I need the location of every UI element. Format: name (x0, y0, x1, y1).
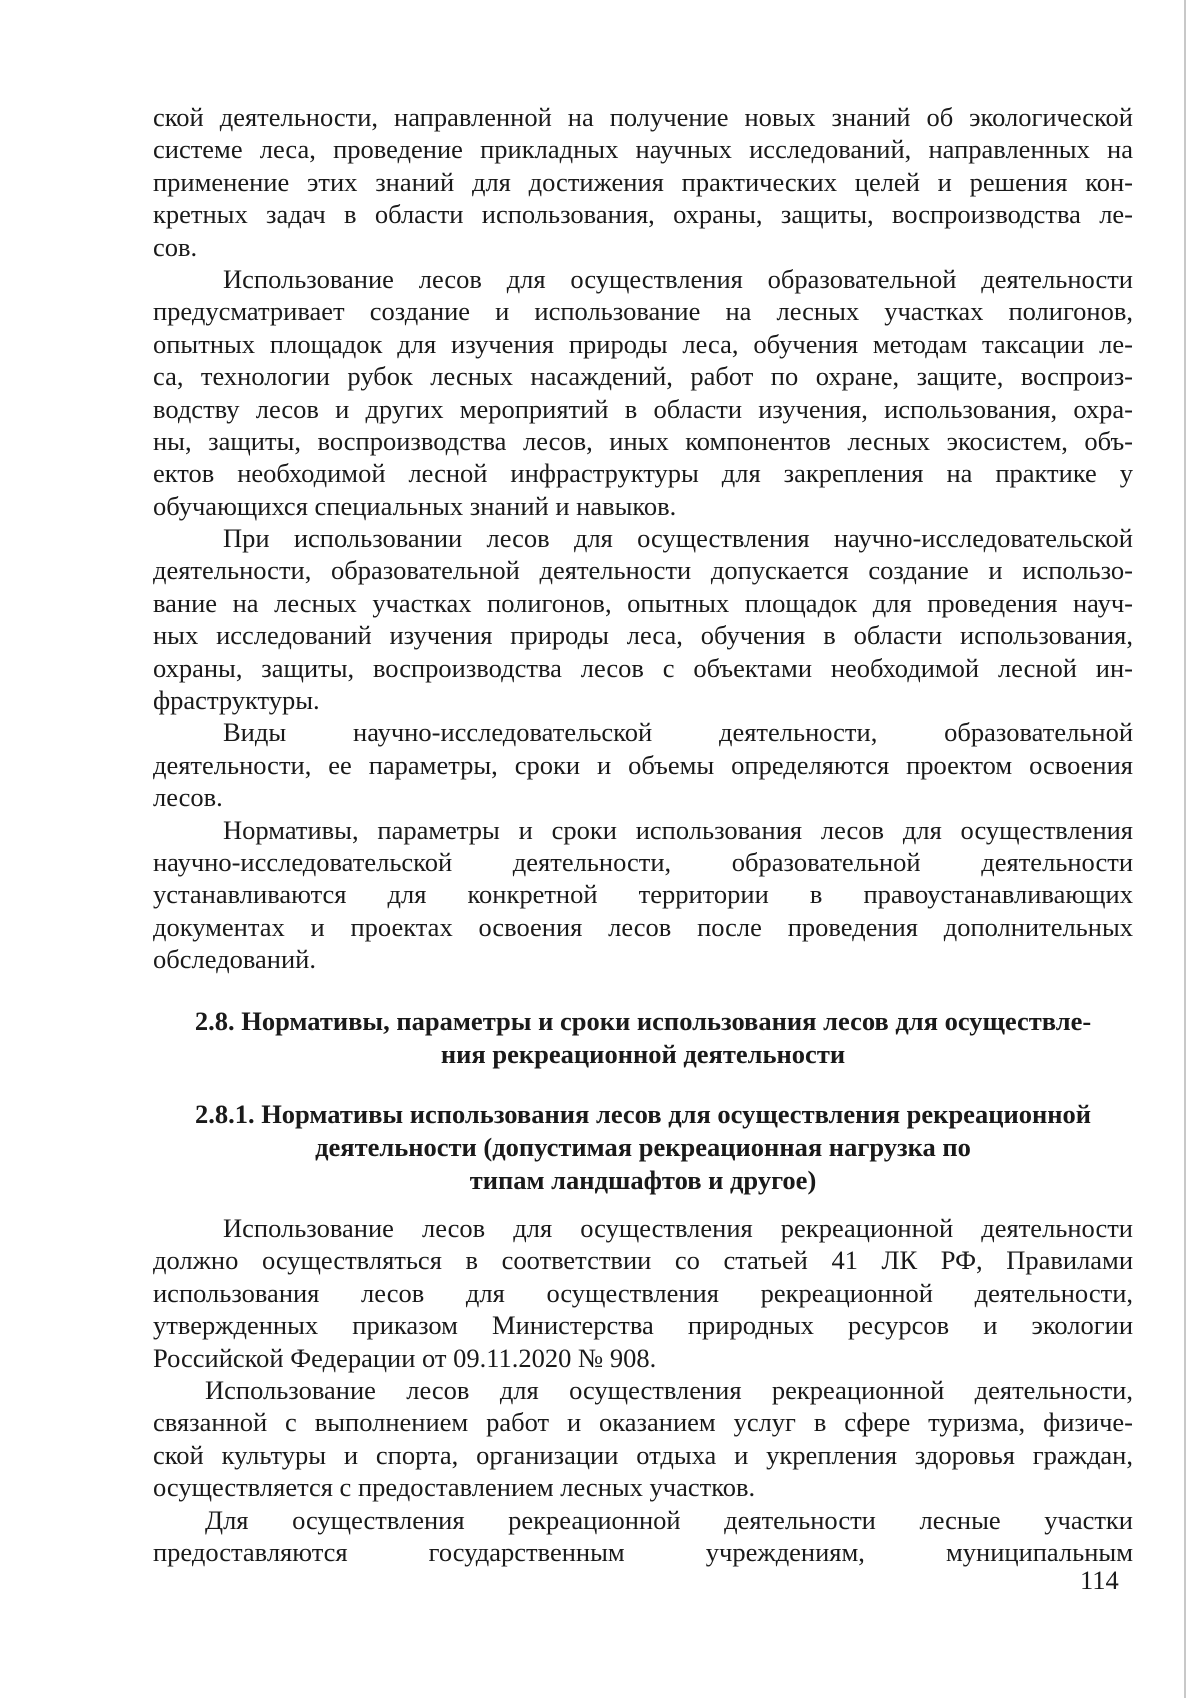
body-text-upper (153, 101, 1133, 976)
text-line: са, технологии рубок лесных насаждений, работ по охране, защите, воспроиз- (153, 361, 1133, 392)
heading-line: ния рекреационной деятельности (440, 1039, 846, 1069)
text-line: ской деятельности, направленной на получение новых знаний об экологической (153, 102, 1133, 132)
text-line: опытных площадок для изучения природы леса, обучения методам таксации ле- (153, 328, 1133, 359)
text-line: применение этих знаний для достижения практических целей и решения кон- (153, 166, 1133, 197)
text-line: устанавливаются для конкретной территории в правоустанавливающих (153, 879, 1133, 910)
text-line: Для осуществления рекреационной деятельности лесные участки (205, 1504, 1133, 1535)
text-line: утвержденных приказом Министерства природных ресурсов и экологии (153, 1310, 1133, 1341)
text-line: охраны, защиты, воспроизводства лесов с объектами необходимой лесной ин- (153, 652, 1133, 683)
body-text-lower (153, 1212, 1133, 1568)
text-line: фраструктуры. (153, 685, 320, 716)
heading-line: 2.8.1. Нормативы использования лесов для осуществления рекреационной (194, 1099, 1092, 1129)
text-line: ектов необходимой лесной инфраструктуры для закрепления на практике у (153, 458, 1133, 489)
text-line: водству лесов и других мероприятий в области изучения, использования, охра- (153, 393, 1133, 424)
text-line: Использование лесов для осуществления рекреационной деятельности, (205, 1374, 1133, 1405)
text-line: ны, защиты, воспроизводства лесов, иных компонентов лесных экосистем, объ- (153, 425, 1133, 456)
text-line: документах и проектах освоения лесов после проведения дополнительных (153, 911, 1133, 942)
text-line: научно-исследовательской деятельности, образовательной деятельности (153, 846, 1133, 877)
heading-line: типам ландшафтов и другое) (469, 1165, 817, 1195)
text-line: лесов. (153, 782, 223, 813)
text-line: кретных задач в области использования, охраны, защиты, воспроизводства ле- (153, 199, 1133, 230)
text-line: связанной с выполнением работ и оказанием услуг в сфере туризма, физиче- (153, 1407, 1133, 1438)
text-line: деятельности, ее параметры, сроки и объемы определяются проектом освоения (153, 749, 1133, 780)
text-line: Использование лесов для осуществления образовательной деятельности (223, 263, 1133, 294)
text-line: При использовании лесов для осуществления научно-исследовательской (223, 523, 1133, 554)
text-line: предоставляются государственным учреждениям, муниципальным (153, 1536, 1133, 1567)
text-line: использования лесов для осуществления рекреационной деятельности, (153, 1277, 1133, 1308)
text-line: Виды научно-исследовательской деятельности, образовательной (223, 717, 1133, 748)
page-number: 114 (1080, 1565, 1119, 1595)
text-line: системе леса, проведение прикладных научных исследований, направленных на (153, 134, 1133, 165)
text-line: ской культуры и спорта, организации отдыха и укрепления здоровья граждан, (153, 1439, 1133, 1470)
page-edge-line (1184, 0, 1186, 1698)
text-line: сов. (153, 231, 198, 262)
section-heading-2-8 (153, 1005, 1133, 1071)
text-line: Нормативы, параметры и сроки использования лесов для осуществления (223, 814, 1133, 845)
section-heading-2-8-1 (153, 1098, 1133, 1197)
text-line: осуществляется с предоставлением лесных участков. (153, 1472, 756, 1503)
text-line: Использование лесов для осуществления рекреационной деятельности (223, 1213, 1133, 1243)
heading-line: 2.8. Нормативы, параметры и сроки использования лесов для осуществле- (194, 1006, 1092, 1036)
text-line: обучающихся специальных знаний и навыков. (153, 490, 677, 521)
text-line: вание на лесных участках полигонов, опытных площадок для проведения науч- (153, 587, 1133, 618)
heading-line: деятельности (допустимая рекреационная нагрузка по (315, 1132, 971, 1162)
text-line: предусматривает создание и использование на лесных участках полигонов, (153, 296, 1133, 327)
text-line: деятельности, образовательной деятельности допускается создание и использо- (153, 555, 1133, 586)
text-line: должно осуществляться в соответствии со статьей 41 ЛК РФ, Правилами (153, 1245, 1133, 1276)
text-line: обследований. (153, 944, 316, 975)
text-line: Российской Федерации от 09.11.2020 № 908. (153, 1342, 657, 1373)
text-line: ных исследований изучения природы леса, обучения в области использования, (153, 620, 1133, 651)
